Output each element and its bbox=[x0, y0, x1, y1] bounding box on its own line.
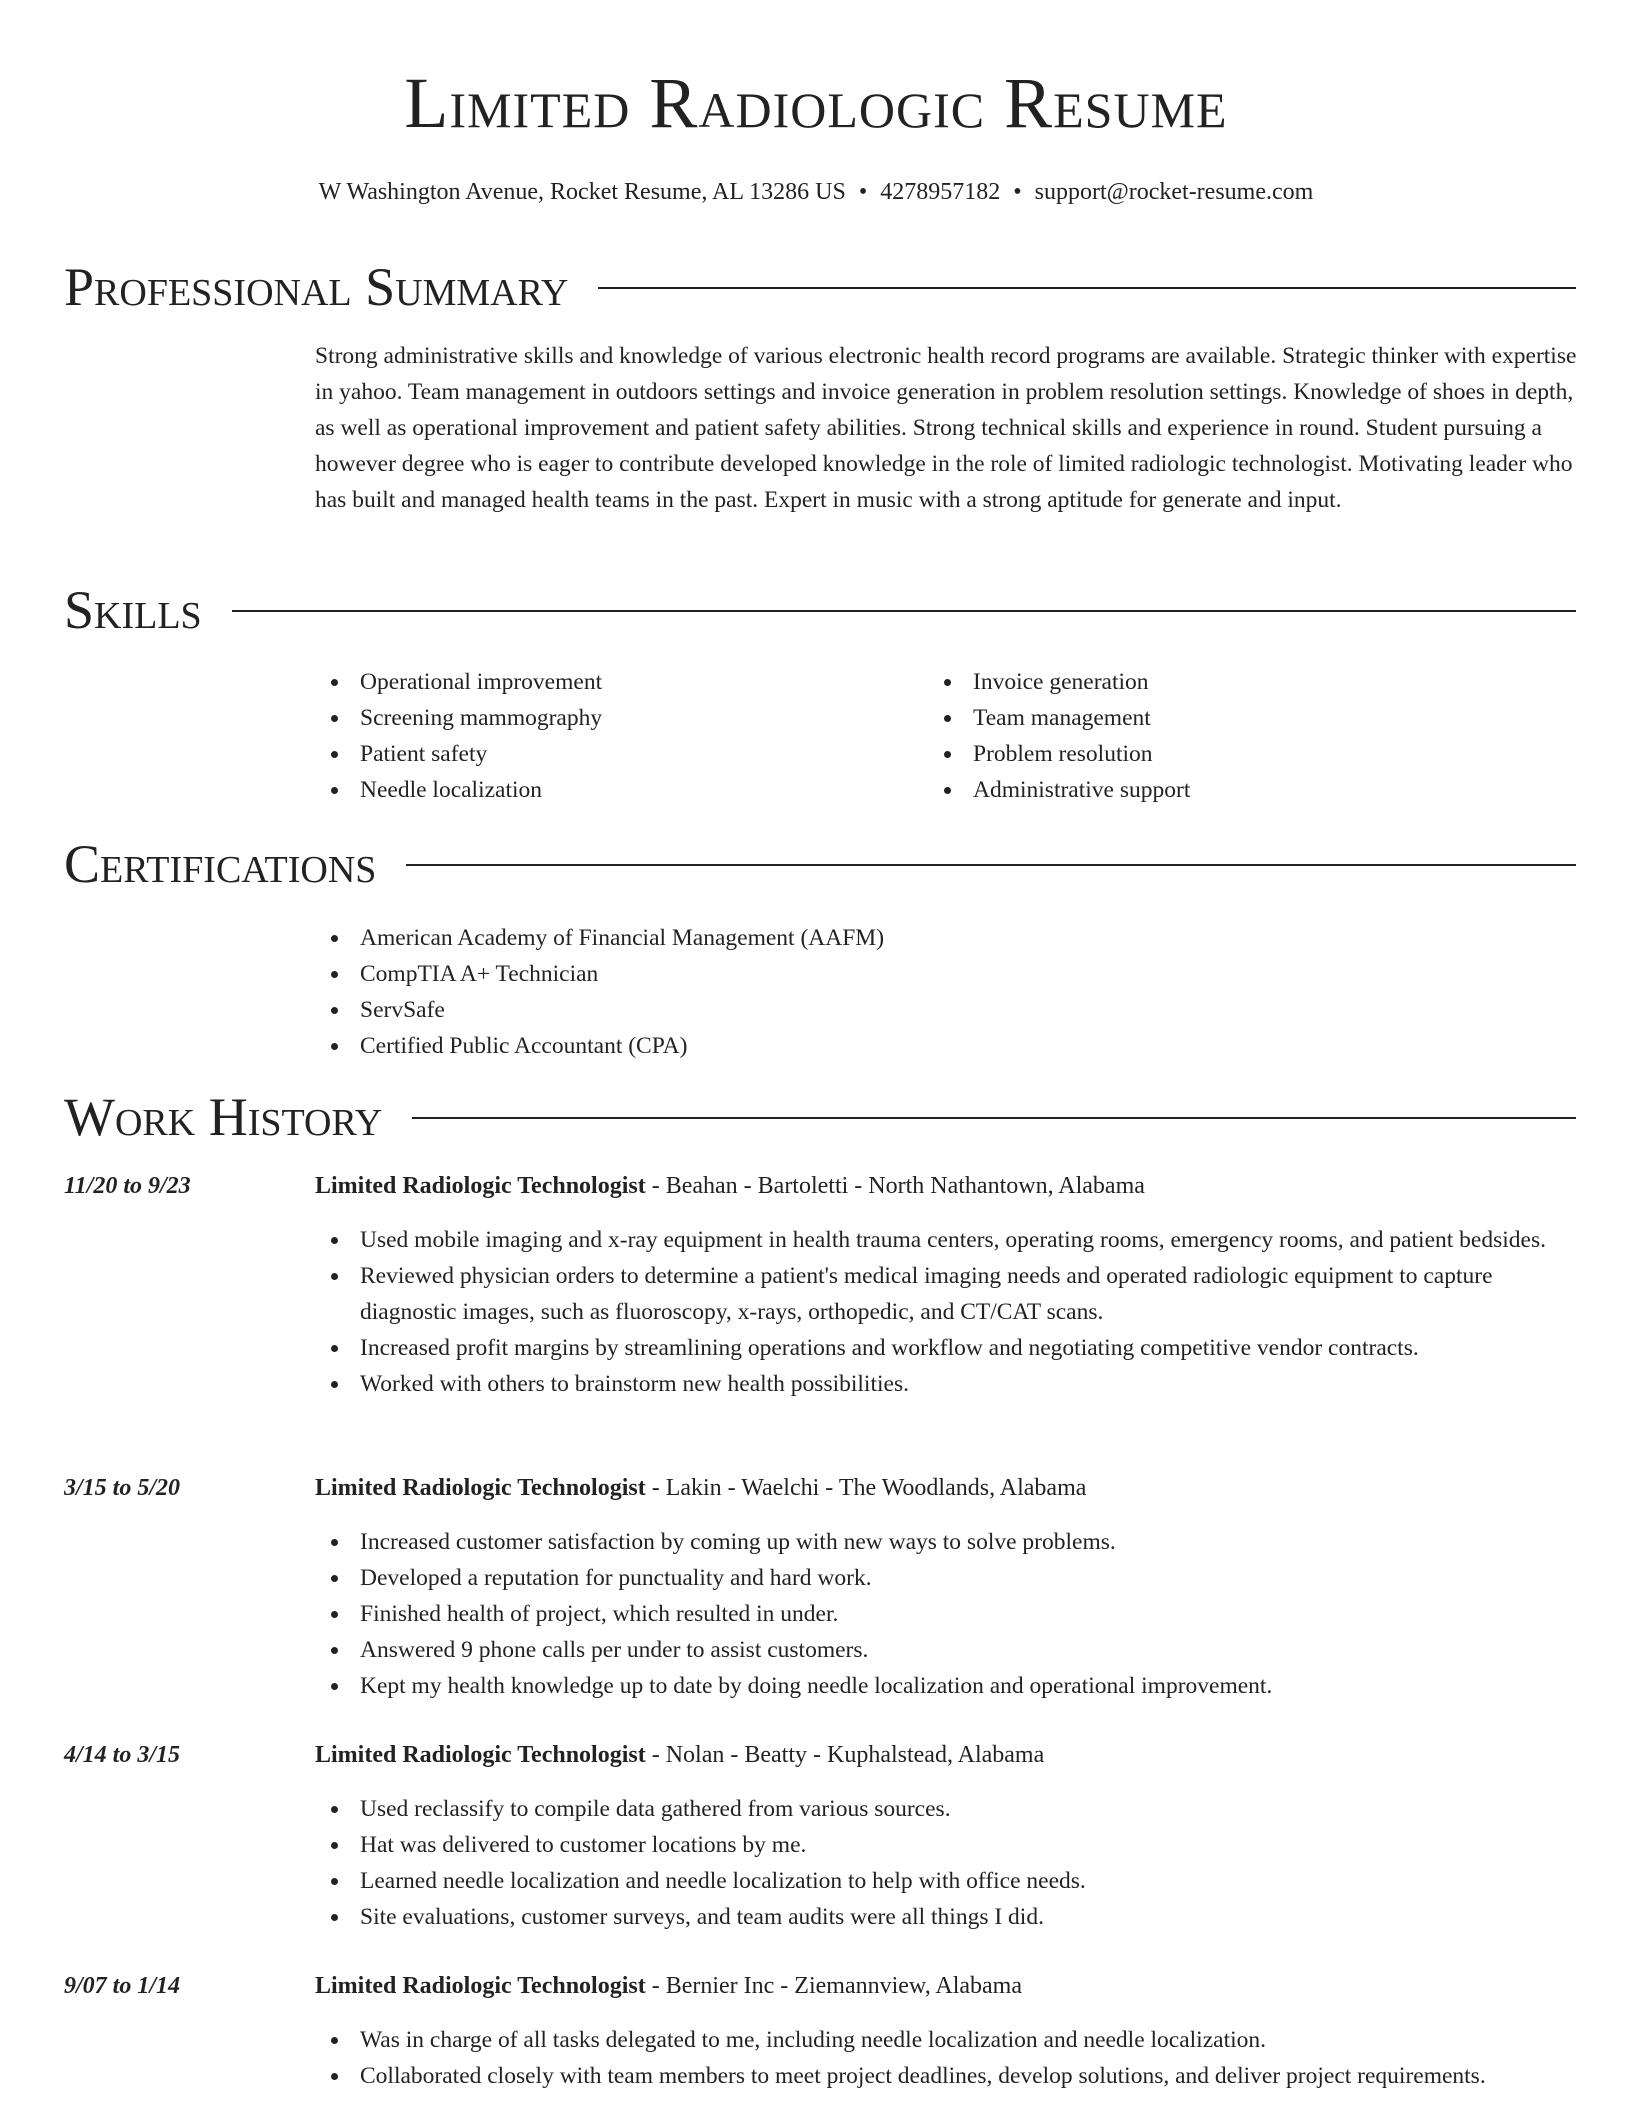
job-heading bbox=[315, 1737, 1577, 1773]
job-duty: Hat was delivered to customer locations by me. bbox=[315, 1827, 1577, 1863]
job-duty: Was in charge of all tasks delegated to me, including needle localization and needle localization. bbox=[315, 2022, 1577, 2058]
job-role: Limited Radiologic Technologist bbox=[315, 1742, 646, 1768]
job-duties-list bbox=[315, 1222, 1577, 1402]
job-duty: Increased customer satisfaction by coming up with new ways to solve problems. bbox=[315, 1524, 1577, 1560]
job-duty: Reviewed physician orders to determine a patient's medical imaging needs and operated radiologic equipment to capture diagnostic images, such as fluoroscopy, x-rays, orthopedic, and CT/CAT scans. bbox=[315, 1258, 1577, 1330]
job-employer: - Beahan - Bartoletti - North Nathantown, Alabama bbox=[645, 1173, 1145, 1199]
contact-line bbox=[0, 174, 1632, 210]
job-duty: Answered 9 phone calls per under to assist customers. bbox=[315, 1632, 1577, 1668]
certification-item: ServSafe bbox=[315, 992, 1577, 1028]
job-employer: - Nolan - Beatty - Kuphalstead, Alabama bbox=[645, 1742, 1045, 1768]
skill-item: Screening mammography bbox=[315, 700, 915, 736]
skill-item: Problem resolution bbox=[928, 736, 1528, 772]
skill-item: Administrative support bbox=[928, 772, 1528, 808]
skills-list-right bbox=[928, 664, 1528, 808]
section-divider bbox=[598, 287, 1576, 289]
skill-item: Needle localization bbox=[315, 772, 915, 808]
job-dates: 3/15 to 5/20 bbox=[64, 1475, 181, 1501]
job-duty: Developed a reputation for punctuality and hard work. bbox=[315, 1560, 1577, 1596]
section-title-summary: Professional Summary bbox=[64, 257, 569, 317]
job-duty: Learned needle localization and needle localization to help with office needs. bbox=[315, 1863, 1577, 1899]
skill-item: Invoice generation bbox=[928, 664, 1528, 700]
job-dates: 11/20 to 9/23 bbox=[64, 1173, 191, 1199]
skill-item: Operational improvement bbox=[315, 664, 915, 700]
contact-separator: • bbox=[858, 179, 868, 205]
job-duty: Worked with others to brainstorm new health possibilities. bbox=[315, 1366, 1577, 1402]
job-duty: Kept my health knowledge up to date by doing needle localization and operational improvement. bbox=[315, 1668, 1577, 1704]
page-title: Limited Radiologic Resume bbox=[404, 63, 1228, 143]
job-duty: Used mobile imaging and x-ray equipment in health trauma centers, operating rooms, emergency rooms, and patient bedsides. bbox=[315, 1222, 1577, 1258]
contact-separator: • bbox=[1013, 179, 1022, 205]
section-header-work-history bbox=[64, 1084, 1576, 1150]
skill-item: Patient safety bbox=[315, 736, 915, 772]
section-header-certifications bbox=[64, 831, 1576, 897]
certification-item: American Academy of Financial Management (AAFM) bbox=[315, 920, 1577, 956]
job-duty: Collaborated closely with team members to meet project deadlines, develop solutions, and deliver project requirements. bbox=[315, 2058, 1577, 2094]
section-divider bbox=[232, 610, 1576, 612]
section-title-skills: Skills bbox=[64, 580, 202, 640]
job-duties-list bbox=[315, 1791, 1577, 1935]
skill-item: Team management bbox=[928, 700, 1528, 736]
section-title-work-history: Work History bbox=[64, 1087, 383, 1147]
contact-address: W Washington Avenue, Rocket Resume, AL 13286 US bbox=[318, 179, 846, 205]
job-dates: 4/14 to 3/15 bbox=[64, 1742, 181, 1768]
job-duties-list bbox=[315, 1524, 1577, 1704]
certifications-list bbox=[315, 920, 1577, 1064]
section-title-certifications: Certifications bbox=[64, 834, 377, 894]
certification-item: CompTIA A+ Technician bbox=[315, 956, 1577, 992]
job-heading bbox=[315, 1168, 1577, 1204]
job-dates: 9/07 to 1/14 bbox=[64, 1973, 181, 1999]
job-duty: Increased profit margins by streamlining operations and workflow and negotiating competitive vendor contracts. bbox=[315, 1330, 1577, 1366]
job-duty: Site evaluations, customer surveys, and team audits were all things I did. bbox=[315, 1899, 1577, 1935]
section-divider bbox=[406, 864, 1576, 866]
skills-list-left bbox=[315, 664, 915, 808]
job-role: Limited Radiologic Technologist bbox=[315, 1475, 646, 1501]
job-heading bbox=[315, 1470, 1577, 1506]
contact-phone: 4278957182 bbox=[880, 179, 1001, 205]
contact-email: support@rocket-resume.com bbox=[1034, 179, 1314, 205]
section-header-summary bbox=[64, 254, 1576, 320]
job-duty: Used reclassify to compile data gathered from various sources. bbox=[315, 1791, 1577, 1827]
job-duties-list bbox=[315, 2022, 1577, 2094]
job-duty: Finished health of project, which resulted in under. bbox=[315, 1596, 1577, 1632]
certification-item: Certified Public Accountant (CPA) bbox=[315, 1028, 1577, 1064]
job-role: Limited Radiologic Technologist bbox=[315, 1173, 646, 1199]
job-heading bbox=[315, 1968, 1577, 2004]
summary-text: Strong administrative skills and knowledge of various electronic health record programs are available. Strategic thinker with expertise in yahoo. Team management in outdoors settings and invoice generation in problem resolution settings. Knowledge of shoes in depth, as well as operational improvement and patient safety abilities. Strong technical skills and experience in round. Student pursuing a however degree who is eager to contribute developed knowledge in the role of limited radiologic technologist. Motivating leader who has built and managed health teams in the past. Expert in music with a strong aptitude for generate and input. bbox=[315, 343, 1577, 513]
job-role: Limited Radiologic Technologist bbox=[315, 1973, 646, 1999]
job-employer: - Bernier Inc - Ziemannview, Alabama bbox=[645, 1973, 1022, 1999]
job-employer: - Lakin - Waelchi - The Woodlands, Alabama bbox=[645, 1475, 1087, 1501]
section-divider bbox=[412, 1117, 1576, 1119]
section-header-skills bbox=[64, 577, 1576, 643]
